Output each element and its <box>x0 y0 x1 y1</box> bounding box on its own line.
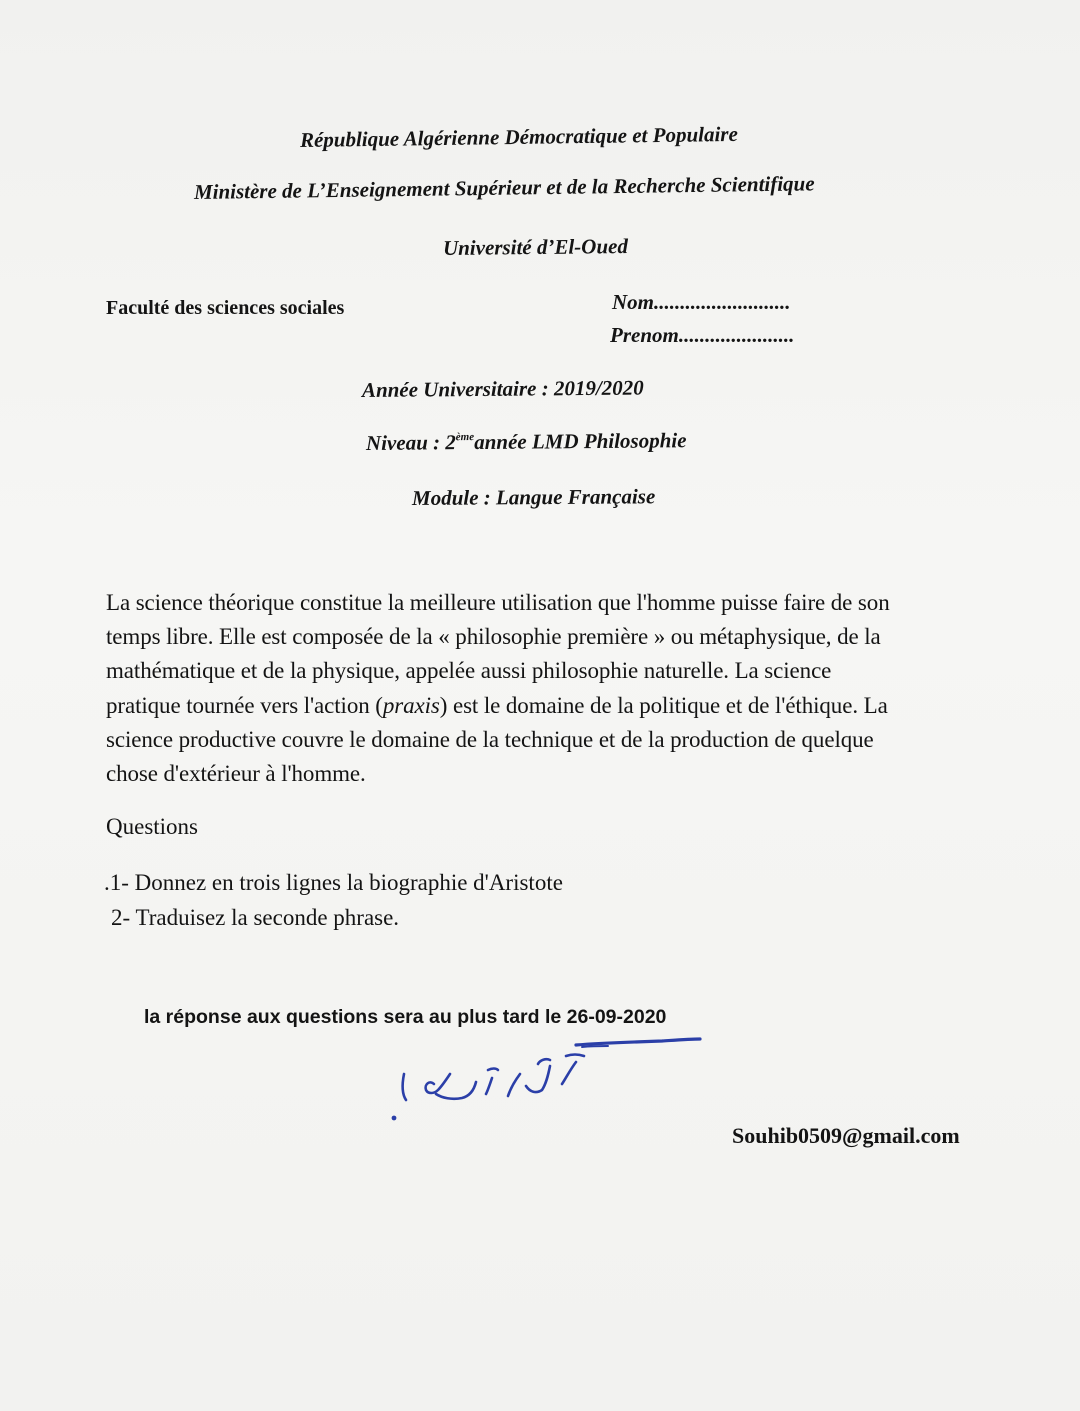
nom-field <box>612 290 791 315</box>
prenom-dots: ...................... <box>678 323 795 347</box>
university-heading: Université d’El-Oued <box>442 234 629 260</box>
level <box>366 428 687 456</box>
text-fragment: pratique tournée vers l'action ( <box>106 692 383 718</box>
text-line: temps libre. Elle est composée de la « philosophie première » ou métaphysique, de la <box>106 624 881 650</box>
level-superscript: ème <box>455 431 475 444</box>
text-fragment: ) est le domaine de la politique et de l'éthique. La <box>439 692 888 718</box>
contact-email: Souhib0509@gmail.com <box>732 1123 960 1148</box>
question-2: 2- Traduisez la seconde phrase. <box>111 905 400 930</box>
handwritten-signature <box>380 1044 600 1124</box>
question-1: .1- Donnez en trois lignes la biographie d'Aristote <box>104 870 563 895</box>
text-line: science productive couvre le domaine de la technique et de la production de quelque <box>106 726 874 752</box>
module: Module : Langue Française <box>411 484 656 510</box>
faculty-label: Faculté des sciences sociales <box>106 297 345 319</box>
prenom-label: Prenom <box>610 323 679 347</box>
ministry-heading: Ministère de L’Enseignement Supérieur et de la Recherche Scientifique <box>193 171 815 204</box>
nom-dots: .......................... <box>654 290 791 314</box>
level-suffix: année LMD Philosophie <box>474 428 687 455</box>
text-line: chose d'extérieur à l'homme. <box>106 761 366 787</box>
republic-heading: République Algérienne Démocratique et Populaire <box>299 121 738 152</box>
text-line <box>106 689 1021 723</box>
prenom-field <box>610 323 794 348</box>
text-line: La science théorique constitue la meilleure utilisation que l'homme puisse faire de son <box>106 590 890 615</box>
questions-heading: Questions <box>106 814 198 839</box>
text-line: mathématique et de la physique, appelée aussi philosophie naturelle. La science <box>106 658 832 684</box>
text-italic-praxis: praxis <box>382 692 440 718</box>
deadline-note: la réponse aux questions sera au plus tard le 26-09-2020 <box>144 1006 667 1028</box>
level-prefix: Niveau : 2 <box>365 430 456 455</box>
text-paragraph <box>106 586 1021 791</box>
academic-year: Année Universitaire : 2019/2020 <box>361 375 644 402</box>
nom-label: Nom <box>612 290 654 314</box>
